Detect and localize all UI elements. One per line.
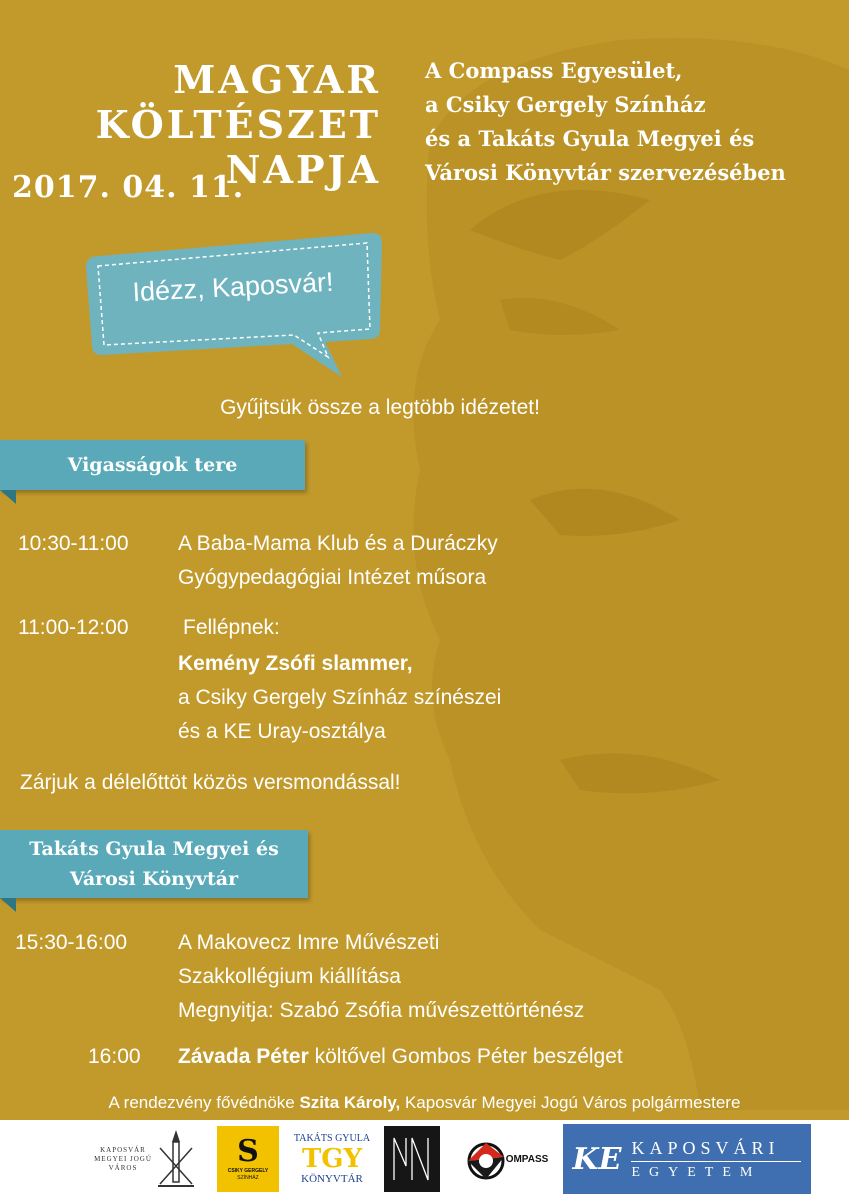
logo-takats-library xyxy=(293,1124,371,1194)
event-2-line-3: a Csiky Gergely Színház színészei xyxy=(178,686,502,709)
event-4-rest: költővel Gombos Péter beszélget xyxy=(308,1045,623,1068)
event-1-line-1: A Baba-Mama Klub és a Duráczky xyxy=(178,532,498,555)
event-3-line-2: Szakkollégium kiállítása xyxy=(178,965,401,988)
organizer-line-2: a Csiky Gergely Színház xyxy=(425,92,706,117)
banner-vigassagok-tere xyxy=(0,440,305,490)
event-3-line-3: Megnyitja: Szabó Zsófia művészettörténész xyxy=(178,999,585,1022)
event-time-1: 10:30-11:00 xyxy=(18,532,129,555)
event-3-line-1: A Makovecz Imre Művészeti xyxy=(178,931,440,954)
event-4-text xyxy=(178,1045,623,1069)
event-2-line-1: Fellépnek: xyxy=(183,616,280,639)
university-logo-line-1: KAPOSVÁRI xyxy=(631,1137,780,1158)
banner-konyvtar-line-2: Városi Könyvtár xyxy=(69,868,239,890)
logo-csiky-theatre xyxy=(215,1124,281,1194)
event-time-2: 11:00-12:00 xyxy=(18,616,129,639)
library-logo-mark: TGY xyxy=(301,1143,363,1174)
compass-logo-text: OMPASS xyxy=(505,1153,549,1165)
event-date: 2017. 04. 11. xyxy=(12,170,245,205)
banner-konyvtar xyxy=(0,830,308,898)
event-1-line-2: Gyógypedagógiai Intézet műsora xyxy=(178,566,487,589)
university-logo-mark: KE xyxy=(572,1141,622,1177)
logo-compass xyxy=(455,1124,555,1194)
organizer-line-4: Városi Könyvtár szervezésében xyxy=(425,160,786,185)
bubble-text: Idézz, Kaposvár! xyxy=(131,266,335,308)
university-logo-line-2: EGYETEM xyxy=(631,1164,762,1180)
banner-vigassagok-tere-label: Vigasságok tere xyxy=(67,454,238,476)
title-line-2: KÖLTÉSZET xyxy=(95,102,381,147)
theatre-logo-line-2: SZÍNHÁZ xyxy=(237,1175,259,1181)
organizer-line-1: A Compass Egyesület, xyxy=(425,58,683,83)
patron-post: Kaposvár Megyei Jogú Város polgármestere xyxy=(400,1093,741,1112)
collect-quotes-text: Gyűjtsük össze a legtöbb idézetet! xyxy=(220,396,540,419)
mn-monogram-icon xyxy=(384,1126,440,1192)
event-2-performer-highlight: Kemény Zsófi slammer, xyxy=(178,652,413,675)
event-time-3: 15:30-16:00 xyxy=(15,931,128,954)
city-logo-line-2: MEGYEI JOGÚ xyxy=(94,1154,152,1163)
library-logo-bottom: KÖNYVTÁR xyxy=(301,1172,363,1185)
patron-pre: A rendezvény fővédnöke xyxy=(108,1093,300,1112)
compass-logo-icon xyxy=(462,1129,506,1189)
event-time-4: 16:00 xyxy=(88,1045,141,1068)
closing-text: Zárjuk a délelőttöt közös versmondással! xyxy=(20,771,401,794)
logo-mn xyxy=(380,1124,444,1194)
banner-konyvtar-line-1: Takáts Gyula Megyei és xyxy=(29,838,279,860)
city-logo-line-1: KAPOSVÁR xyxy=(100,1145,146,1154)
city-logo-line-3: VÁROS xyxy=(108,1163,138,1172)
theatre-logo-line-1: CSIKY GERGELY xyxy=(227,1168,269,1174)
patron-name: Szita Károly, xyxy=(299,1093,401,1112)
organizer-line-3: és a Takáts Gyula Megyei és xyxy=(425,126,755,151)
library-logo-top: TAKÁTS GYULA xyxy=(293,1132,371,1144)
logo-kaposvari-egyetem xyxy=(563,1124,811,1194)
sponsor-logos xyxy=(0,1120,849,1200)
logo-kaposvar-city xyxy=(85,1124,205,1194)
city-crest-icon xyxy=(156,1128,196,1190)
event-4-speaker: Závada Péter xyxy=(178,1045,309,1068)
title-line-3: NAPJA xyxy=(225,147,381,192)
theatre-logo-letter: S xyxy=(237,1134,259,1169)
patron-line xyxy=(0,1093,849,1113)
event-2-line-4: és a KE Uray-osztálya xyxy=(178,720,386,743)
title-line-1: MAGYAR xyxy=(173,57,381,102)
